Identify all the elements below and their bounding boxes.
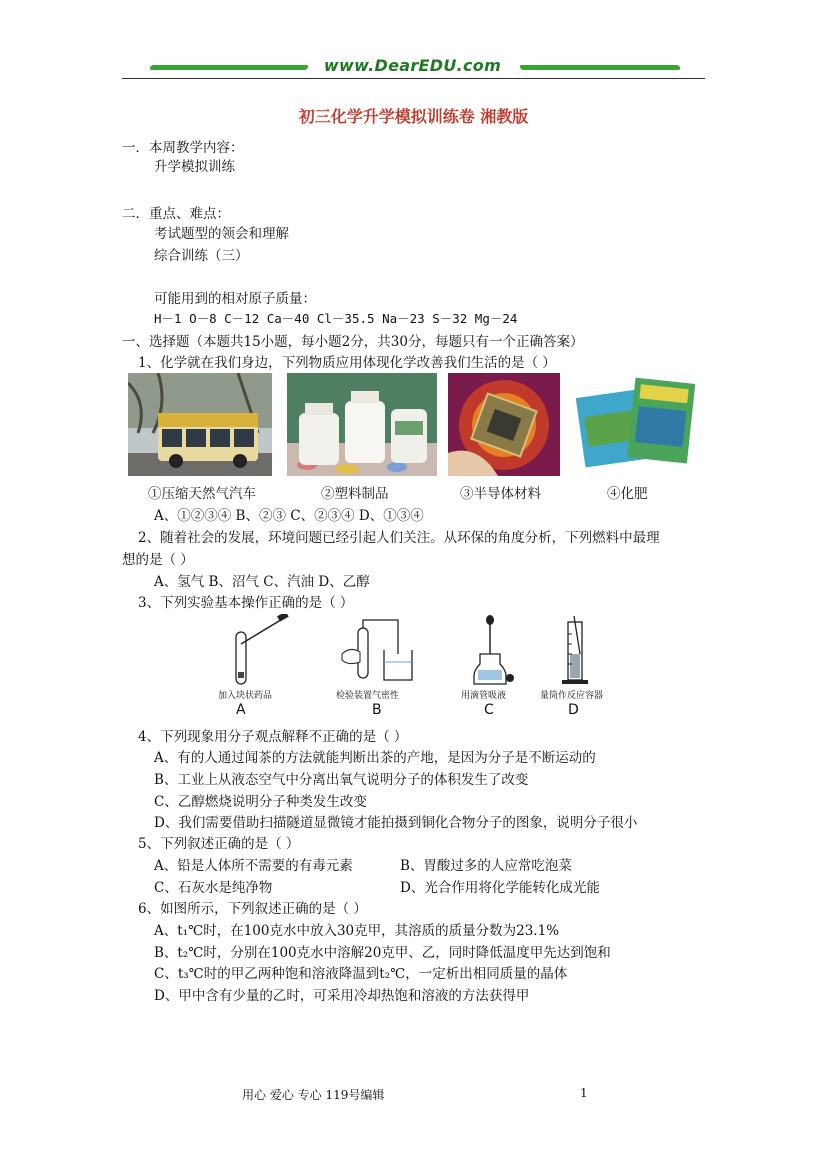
header-rule — [122, 78, 705, 79]
bus-image — [128, 373, 272, 476]
q5-option-a: A、铅是人体所不需要的有毒元素 — [154, 858, 353, 874]
q4-stem: 4、下列现象用分子观点解释不正确的是（ ） — [138, 729, 408, 745]
q6-option-d: D、甲中含有少量的乙时，可采用冷却热饱和溶液的方法获得甲 — [154, 988, 530, 1004]
logo-swoosh-right — [519, 65, 681, 70]
q4-option-c: C、乙醇燃烧说明分子种类发生改变 — [154, 794, 367, 810]
q1-caption-2: ②塑料制品 — [321, 486, 389, 502]
semiconductor-chip-image — [448, 373, 560, 476]
section1-body: 升学模拟训练 — [154, 159, 235, 175]
section2-line2: 综合训练（三） — [154, 248, 249, 264]
q5-option-c: C、石灰水是纯净物 — [154, 880, 273, 896]
q4-option-a: A、有的人通过闻茶的方法就能判断出茶的产地，是因为分子是不断运动的 — [154, 750, 596, 766]
q6-option-b: B、t₂℃时，分别在100克水中溶解20克甲、乙，同时降低温度甲先达到饱和 — [154, 945, 611, 961]
q3-letter-a: A — [236, 702, 246, 718]
q3-label-d: 量筒作反应容器 — [540, 691, 604, 701]
site-url: www.DearEDU.com — [323, 56, 502, 75]
site-logo — [150, 56, 680, 78]
q5-option-b: B、胃酸过多的人应常吃泡菜 — [400, 858, 572, 874]
q5-stem: 5、下列叙述正确的是（ ） — [138, 836, 300, 852]
q1-caption-3: ③半导体材料 — [460, 486, 541, 502]
q5-option-d: D、光合作用将化学能转化成光能 — [400, 880, 600, 896]
q2-stem-line1: 2、随着社会的发展，环境问题已经引起人们关注。从环保的角度分析，下列燃料中最理 — [138, 530, 660, 546]
q1-caption-4: ④化肥 — [607, 486, 648, 502]
section2-heading: 二．重点、难点： — [122, 206, 230, 222]
measuring-cylinder-apparatus — [556, 614, 596, 686]
q2-stem-line2: 想的是（ ） — [122, 552, 194, 568]
atomic-mass-heading: 可能用到的相对原子质量： — [154, 291, 316, 307]
test-tube-apparatus — [222, 614, 292, 686]
section2-line1: 考试题型的领会和理解 — [154, 226, 289, 242]
dropper-apparatus — [468, 614, 518, 686]
q6-option-c: C、t₃℃时的甲乙两种饱和溶液降温到t₂℃，一定析出相同质量的晶体 — [154, 966, 568, 982]
q3-label-c: 用滴管吸液 — [461, 691, 507, 701]
footer-text: 用心 爱心 专心 119号编辑 — [242, 1088, 385, 1102]
q3-letter-d: D — [568, 702, 579, 718]
q4-option-b: B、工业上从液态空气中分离出氧气说明分子的体积发生了改变 — [154, 772, 529, 788]
q3-letter-b: B — [372, 702, 382, 718]
q1-options: A、①②③④ B、②③ C、②③④ D、①③④ — [154, 508, 424, 524]
plastic-products-image — [287, 373, 437, 476]
q3-label-a: 加入块状药品 — [218, 691, 273, 701]
q3-letter-c: C — [484, 702, 494, 718]
fertilizer-image — [575, 373, 699, 476]
q3-stem: 3、下列实验基本操作正确的是（ ） — [138, 595, 354, 611]
q3-label-b: 检验装置气密性 — [336, 691, 400, 701]
page-title: 初三化学升学模拟训练卷 湘教版 — [298, 107, 529, 126]
section1-heading: 一．本周教学内容： — [122, 140, 244, 156]
logo-swoosh-left — [149, 65, 309, 70]
q2-options: A、氢气 B、沼气 C、汽油 D、乙醇 — [154, 574, 370, 590]
q1-caption-1: ①压缩天然气汽车 — [148, 486, 256, 502]
part1-heading: 一、选择题（本题共15小题，每小题2分，共30分，每题只有一个正确答案） — [122, 334, 584, 350]
page-number: 1 — [580, 1086, 588, 1100]
airtightness-apparatus — [340, 614, 420, 686]
q1-stem: 1、化学就在我们身边，下列物质应用体现化学改善我们生活的是（ ） — [138, 355, 556, 371]
q4-option-d: D、我们需要借助扫描隧道显微镜才能拍摄到铜化合物分子的图象，说明分子很小 — [154, 815, 638, 831]
q6-stem: 6、如图所示，下列叙述正确的是（ ） — [138, 901, 367, 917]
q6-option-a: A、t₁℃时，在100克水中放入30克甲，其溶质的质量分数为23.1% — [154, 923, 560, 939]
atomic-mass-values: H－1 O－8 C－12 Ca－40 Cl－35.5 Na－23 S－32 Mg－24 — [154, 311, 518, 326]
